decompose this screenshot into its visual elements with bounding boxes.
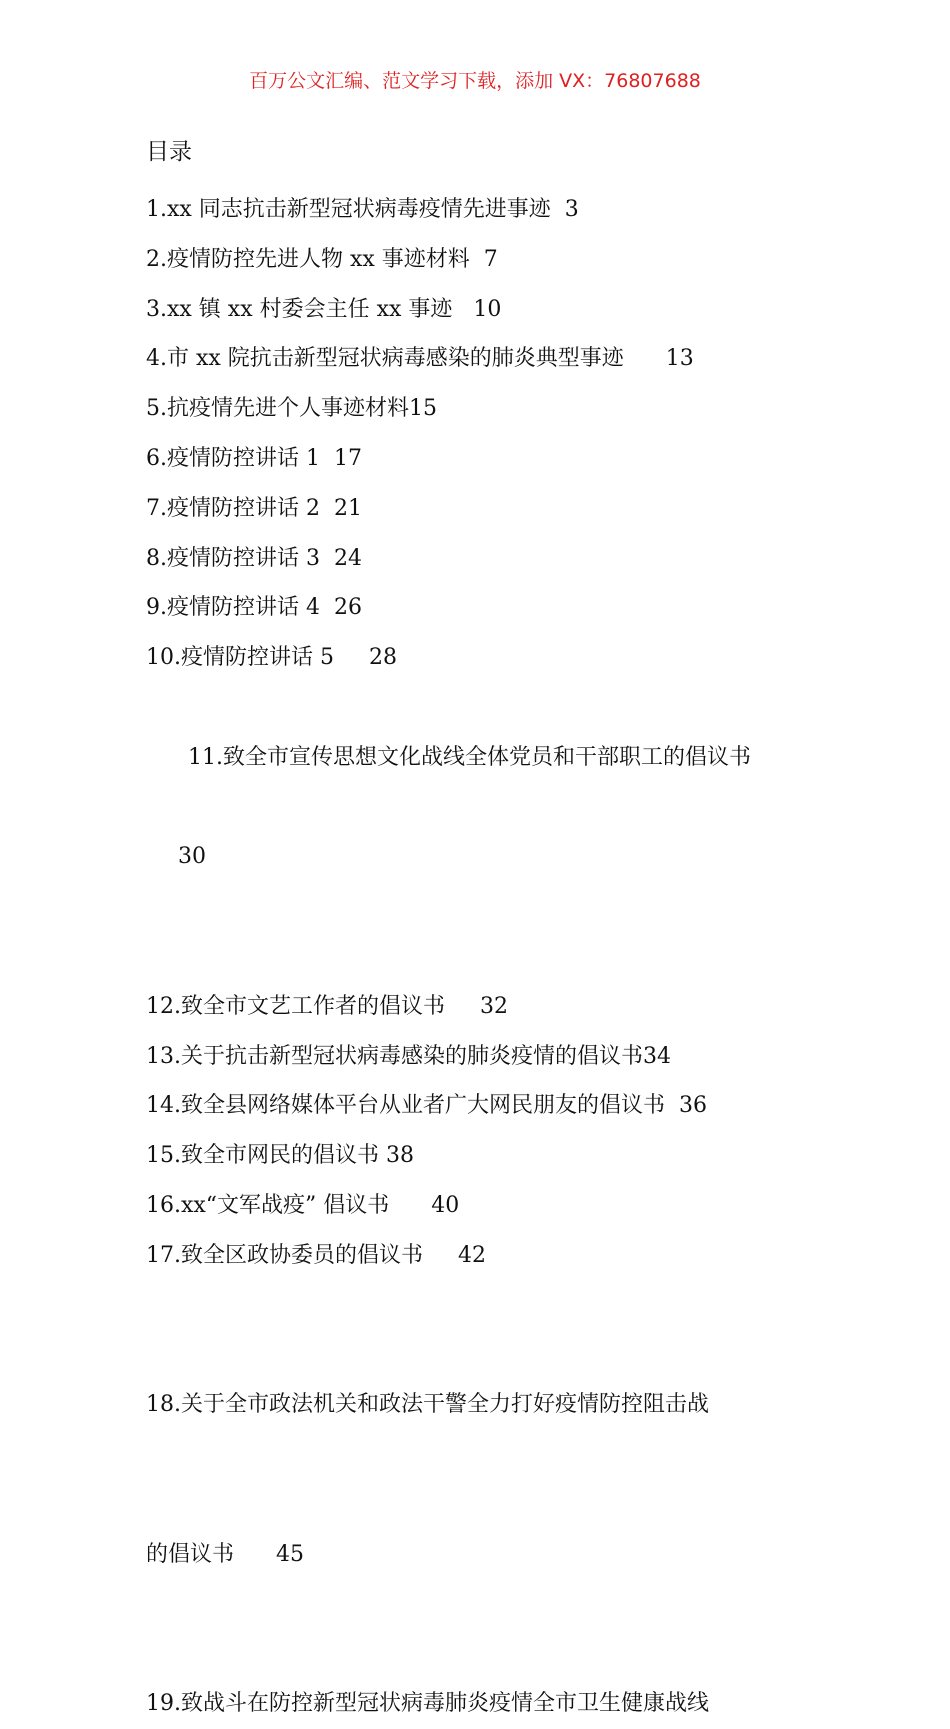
toc-item-19: 19.致战斗在防控新型冠状病毒肺炎疫情全市卫生健康战线 (146, 1690, 709, 1716)
toc-item-16: 16.xx“文军战疫” 倡议书 40 (146, 1192, 460, 1218)
toc-item-14: 14.致全县网络媒体平台从业者广大网民朋友的倡议书 36 (146, 1093, 707, 1119)
toc-item-18-line2: 的倡议书 45 (146, 1541, 304, 1567)
toc-item-11-page: 30 (178, 844, 206, 870)
toc-item-15: 15.致全市网民的倡议书 38 (146, 1143, 414, 1169)
toc-list (146, 185, 814, 1729)
toc-item-5: 5.抗疫情先进个人事迹材料15 (146, 396, 437, 422)
toc-item-6: 6.疫情防控讲话 1 17 (146, 445, 362, 471)
watermark-header: 百万公文汇编、范文学习下载，添加 VX：76807688 (249, 70, 701, 92)
toc-item-9: 9.疫情防控讲话 4 26 (146, 595, 362, 621)
toc-item-7: 7.疫情防控讲话 2 21 (146, 495, 362, 521)
toc-item-2: 2.疫情防控先进人物 xx 事迹材料 7 (146, 246, 498, 272)
toc-title: 目录 (146, 139, 192, 165)
toc-item-13: 13.关于抗击新型冠状病毒感染的肺炎疫情的倡议书34 (146, 1043, 671, 1069)
toc-item-10: 10.疫情防控讲话 5 28 (146, 645, 397, 671)
toc-item-18-line1: 18.关于全市政法机关和政法干警全力打好疫情防控阻击战 (146, 1392, 709, 1418)
toc-item-4: 4.市 xx 院抗击新型冠状病毒感染的肺炎典型事迹 13 (146, 346, 694, 372)
table-of-contents (146, 135, 814, 1729)
toc-item-18 (146, 1281, 814, 1679)
toc-item-3: 3.xx 镇 xx 村委会主任 xx 事迹 10 (146, 296, 502, 322)
toc-item-11 (146, 683, 814, 982)
toc-item-11-line1: 11.致全市宣传思想文化战线全体党员和干部职工的倡议书 (187, 744, 751, 770)
toc-item-1: 1.xx 同志抗击新型冠状病毒疫情先进事迹 3 (146, 197, 579, 222)
toc-item-17: 17.致全区政协委员的倡议书 42 (146, 1242, 486, 1268)
toc-item-12: 12.致全市文艺工作者的倡议书 32 (146, 993, 508, 1019)
toc-item-8: 8.疫情防控讲话 3 24 (146, 545, 362, 571)
